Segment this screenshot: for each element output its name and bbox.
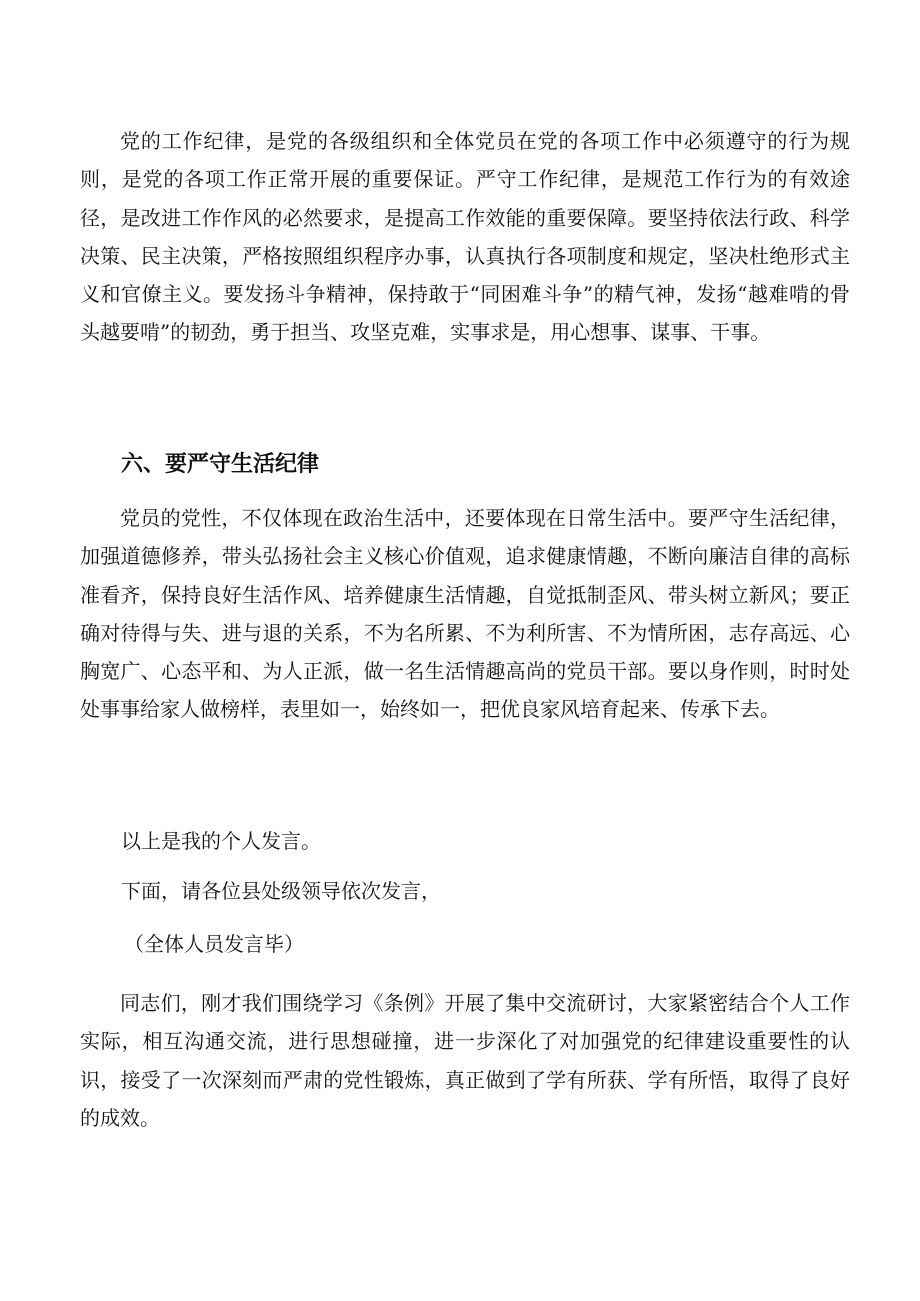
closing-remark: 以上是我的个人发言。 [121, 829, 321, 853]
paragraph-work-discipline: 党的工作纪律，是党的各级组织和全体党员在党的各项工作中必须遵守的行为规则，是党的各项工作正常开展的重要保证。严守工作纪律，是规范工作行为的有效途径，是改进工作作风的必然要求，是提高工作效能的重要保障。要坚持依法行政、科学决策、民主决策，严格按照组织程序办事，认真执行各项制度和规定，坚决杜绝形式主义和官僚主义。要发扬斗争精神，保持敢于“同困难斗争”的精气神，发扬“越难啃的骨头越要啃”的韧劲，勇于担当、攻坚克难，实事求是，用心想事、谋事、干事。 [80, 129, 850, 345]
section-heading-life-discipline: 六、要严守生活纪律 [121, 452, 320, 477]
next-speakers-line: 下面，请各位县处级领导依次发言， [121, 879, 441, 903]
paragraph-life-discipline: 党员的党性，不仅体现在政治生活中，还要体现在日常生活中。要严守生活纪律，加强道德修养，带头弘扬社会主义核心价值观，追求健康情趣，不断向廉洁自律的高标准看齐，保持良好生活作风、培养健康生活情趣，自觉抵制歪风、带头树立新风；要正确对待得与失、进与退的关系，不为名所累、不为利所害、不为情所困，志存高远、心胸宽广、心态平和、为人正派，做一名生活情趣高尚的党员干部。要以身作则，时时处处事事给家人做榜样，表里如一，始终如一，把优良家风培育起来、传承下去。 [80, 506, 850, 722]
paragraph-summary: 同志们，刚才我们围绕学习《条例》开展了集中交流研讨，大家紧密结合个人工作实际，相互沟通交流，进行思想碰撞，进一步深化了对加强党的纪律建设重要性的认识，接受了一次深刻而严肃的党性锻炼，真正做到了学有所获、学有所悟，取得了良好的成效。 [80, 991, 850, 1130]
stage-remark: （全体人员发言毕） [124, 932, 304, 956]
